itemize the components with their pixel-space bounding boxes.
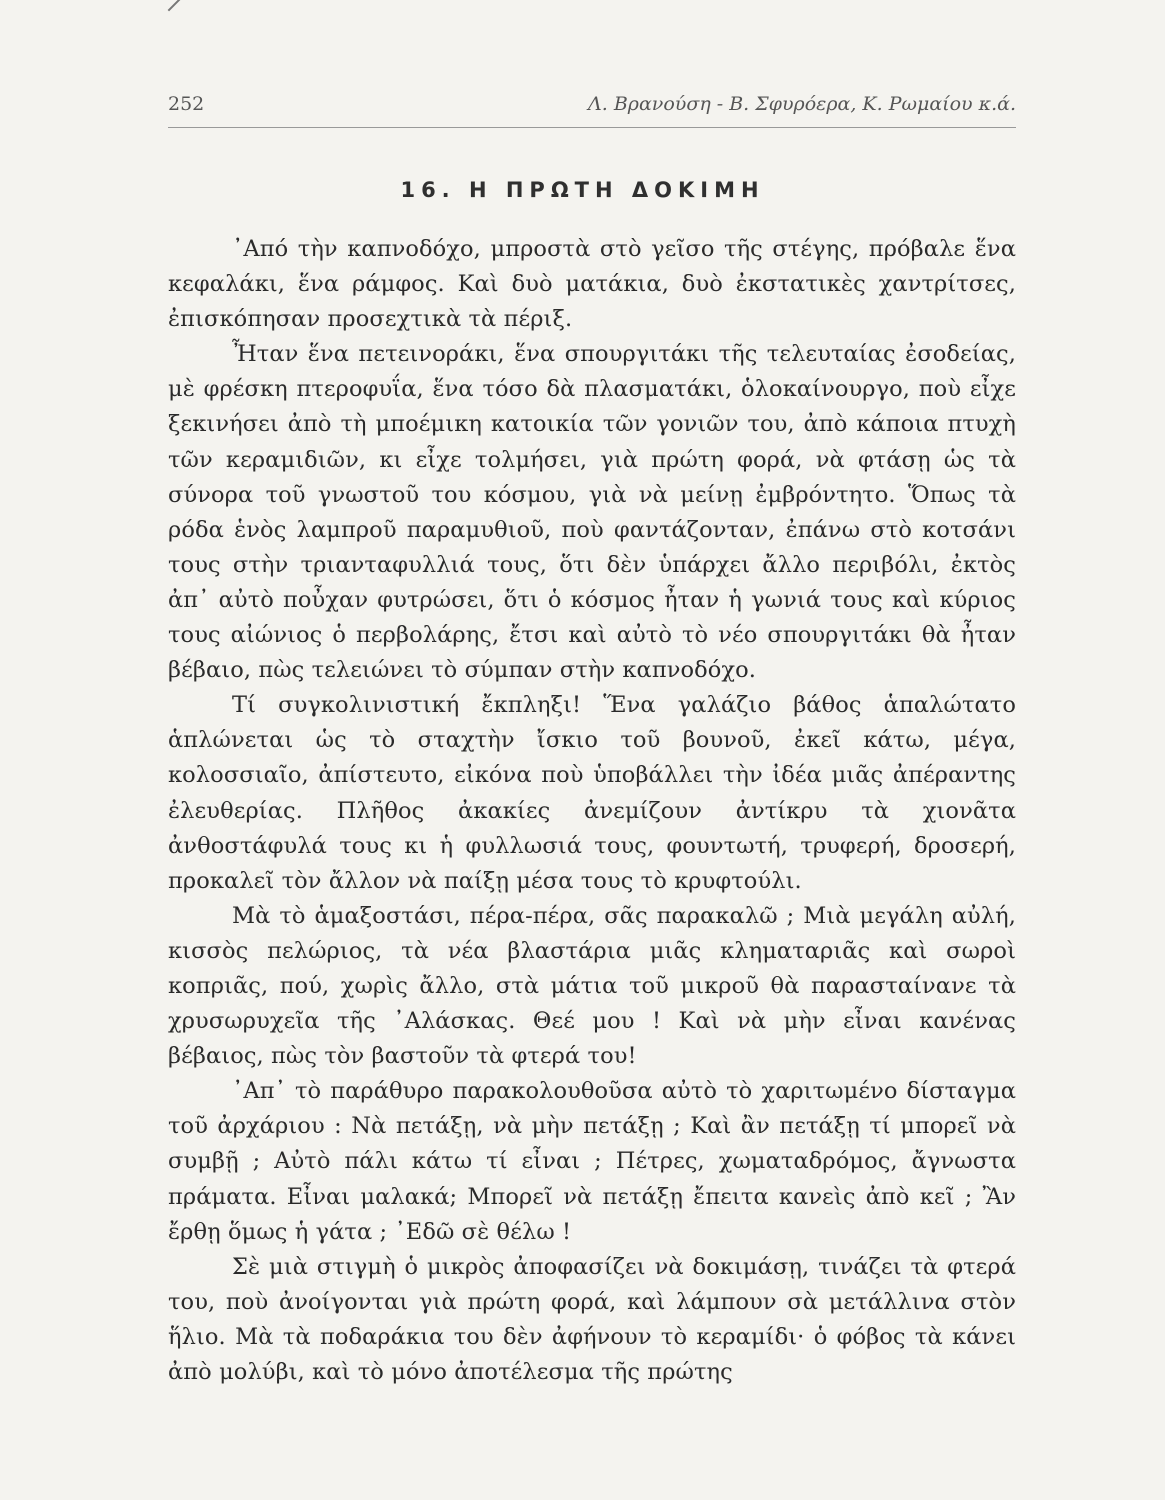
paragraph: Τί συγκολινιστική ἔκπληξι! Ἕνα γαλάζιο βάθος ἁπαλώτατο ἁπλώνεται ὡς τὸ σταχτὴν ἴσκιο τοῦ βουνοῦ, ἐκεῖ κάτω, μέγα, κολοσσιαῖο, ἀπίστευτο, εἰκόνα ποὺ ὑποβάλλει τὴν ἰδέα μιᾶς ἀπέραντης ἐλευθερίας. Πλῆθος ἀκακίες ἀνεμίζουν ἀντίκρυ τὰ χιονᾶτα ἀνθοστάφυλά τους κι ἡ φυλλωσιά τους, φουντωτή, τρυφερή, δροσερή, προκαλεῖ τὸν ἄλλον νὰ παίξῃ μέσα τους τὸ κρυφτούλι.	[168, 692, 1016, 894]
running-head: Λ. Βρανούση - Β. Σφυρόερα, Κ. Ρωμαίου κ.ά.	[588, 93, 1016, 115]
page-number: 252	[168, 93, 205, 115]
page-header	[168, 85, 1016, 119]
paragraph: Ἦταν ἕνα πετεινοράκι, ἕνα σπουργιτάκι τῆς τελευταίας ἐσοδείας, μὲ φρέσκη πτεροφυΐα, ἕνα τόσο δὰ πλασματάκι, ὁλοκαίνουργο, ποὺ εἶχε ξεκινήσει ἀπὸ τὴ μποέμικη κατοικία τῶν γονιῶν του, ἀπὸ κάποια πτυχὴ τῶν κεραμιδιῶν, κι εἶχε τολμήσει, γιὰ πρώτη φορά, νὰ φτάσῃ ὡς τὰ σύνορα τοῦ γνωστοῦ του κόσμου, γιὰ νὰ μείνῃ ἐμβρόντητο. Ὅπως τὰ ρόδα ἑνὸς λαμπροῦ παραμυθιοῦ, ποὺ φαντάζονταν, ἐπάνω στὸ κοτσάνι τους στὴν τριανταφυλλιά τους, ὅτι δὲν ὑπάρχει ἄλλο περιβόλι, ἐκτὸς ἀπ᾿ αὐτὸ ποὖχαν φυτρώσει, ὅτι ὁ κόσμος ἦταν ἡ γωνιά τους καὶ κύριος τους αἰώνιος ὁ περβολάρης, ἔτσι καὶ αὐτὸ τὸ νέο σπουργιτάκι θὰ ἦταν βέβαιο, πὼς τελειώνει τὸ σύμπαν στὴν καπνοδόχο.	[168, 341, 1016, 684]
paragraph: Σὲ μιὰ στιγμὴ ὁ μικρὸς ἀποφασίζει νὰ δοκιμάσῃ, τινάζει τὰ φτερά του, ποὺ ἀνοίγονται γιὰ πρώτη φορά, καὶ λάμπουν σὰ μετάλλινα στὸν ἥλιο. Μὰ τὰ ποδαράκια του δὲν ἀφήνουν τὸ κεραμίδι· ὁ φόβος τὰ κάνει ἀπὸ μολύβι, καὶ τὸ μόνο ἀποτέλεσμα τῆς πρώτης	[168, 1253, 1016, 1385]
paragraph: Μὰ τὸ ἁμαξοστάσι, πέρα-πέρα, σᾶς παρακαλῶ ; Μιὰ μεγάλη αὐλή, κισσὸς πελώριος, τὰ νέα βλαστάρια μιᾶς κληματαριᾶς καὶ σωροὶ κοπριᾶς, πού, χωρὶς ἄλλο, στὰ μάτια τοῦ μικροῦ θὰ παρασταίνανε τὰ χρυσωρυχεῖα τῆς ᾿Αλάσκας. Θεέ μου ! Καὶ νὰ μὴν εἶναι κανένας βέβαιος, πὼς τὸν βαστοῦν τὰ φτερά του!	[168, 902, 1016, 1070]
pen-mark	[168, 0, 181, 11]
paragraph: ᾿Απ᾿ τὸ παράθυρο παρακολουθοῦσα αὐτὸ τὸ χαριτωμένο δίσταγμα τοῦ ἀρχάριου : Νὰ πετάξῃ, νὰ μὴν πετάξῃ ; Καὶ ἂν πετάξῃ τί μπορεῖ νὰ συμβῇ ; Αὐτὸ πάλι κάτω τί εἶναι ; Πέτρες, χωματαδρόμος, ἄγνωστα πράματα. Εἶναι μαλακά; Μπορεῖ νὰ πετάξῃ ἔπειτα κανεὶς ἀπὸ κεῖ ; Ἂν ἔρθῃ ὅμως ἡ γάτα ; ᾿Εδῶ σὲ θέλω !	[168, 1078, 1016, 1245]
chapter-title: 16. Η ΠΡΩΤΗ ΔΟΚΙΜΗ	[400, 178, 765, 202]
header-rule	[168, 127, 1016, 128]
body-text	[168, 232, 1016, 1390]
paragraph: ᾿Από τὴν καπνοδόχο, μπροστὰ στὸ γεῖσο τῆς στέγης, πρόβαλε ἕνα κεφαλάκι, ἕνα ράμφος. Καὶ δυὸ ματάκια, δυὸ ἐκστατικὲς χαντρίτσες, ἐπισκόπησαν προσεχτικὰ τὰ πέριξ.	[168, 236, 1016, 333]
